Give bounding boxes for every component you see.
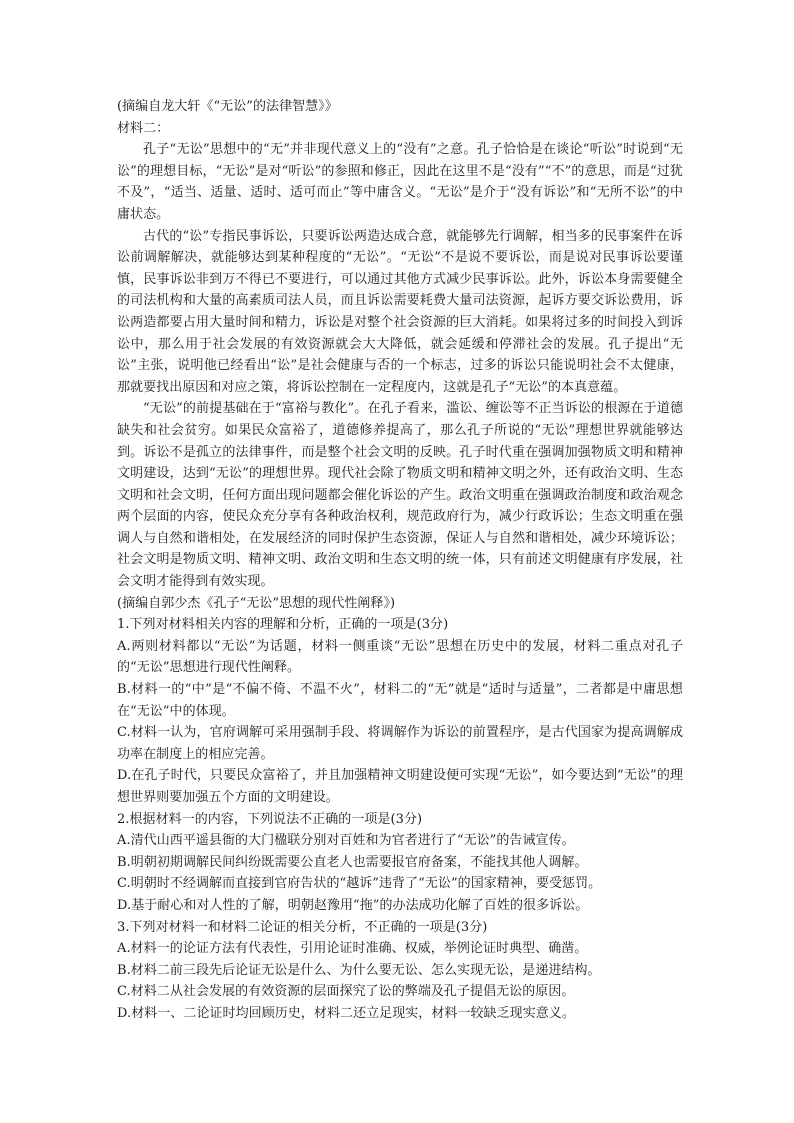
option-c: C.材料一认为，官府调解可采用强制手段、将调解作为诉讼的前置程序，是古代国家为提高调解成功率在制度上的相应完善。 [117, 725, 683, 762]
option-a: A.清代山西平遥县衙的大门楹联分别对百姓和为官者进行了“无讼”的告诫宣传。 [117, 833, 575, 849]
option-b: B.材料一的“中”是“不偏不倚、不温不火”，材料二的“无”就是“适时与适量”，二者都是中庸思想在“无讼”中的体现。 [117, 682, 683, 719]
source-citation-1: (摘编自龙大轩《“无讼”的法律智慧》》 [117, 99, 338, 114]
source-citation-2: (摘编自郭少杰《孔子“无讼”思想的现代性阐释》) [117, 595, 396, 611]
question-2 [117, 809, 683, 917]
option-b: B.材料二前三段先后论证无讼是什么、为什么要无讼、怎么实现无讼，是递进结构。 [117, 962, 601, 978]
material-2-heading: 材料二： [117, 120, 170, 136]
option-d: D.基于耐心和对人性的了解，明朝赵豫用“拖”的办法成功化解了百姓的很多诉讼。 [117, 897, 589, 913]
option-b: B.明朝初期调解民间纠纷既需要公直老人也需要报官府备案，不能找其他人调解。 [117, 854, 588, 870]
paragraph-3: “无讼”的前提基础在于“富裕与教化”。在孔子看来，滥讼、缠讼等不正当诉讼的根源在于道德缺失和社会贫穷。如果民众富裕了，道德修养提高了，那么孔子所说的“无讼”理想世界就能够达到。诉讼不是孤立的法律事件，而是整个社会文明的反映。孔子时代重在强调加强物质文明和精神文明建设，达到“无讼”的理想世界。现代社会除了物质文明和精神文明之外，还有政治文明、生态文明和社会文明，任何方面出现问题都会催化诉讼的产生。政治文明重在强调政治制度和政治观念两个层面的内容，使民众充分享有各种政治权利，规范政府行为，减少行政诉讼；生态文明重在强调人与自然和谐相处，在发展经济的同时保护生态资源，保证人与自然和谐相处，减少环境诉讼；社会文明是物质文明、精神文明、政治文明和生态文明的统一体，只有前述文明健康有序发展，社会文明才能得到有效实现。 [117, 401, 683, 590]
question-1 [117, 614, 683, 808]
option-d: D.在孔子时代，只要民众富裕了，并且加强精神文明建设便可实现“无讼”，如今要达到“无讼”的理想世界则要加强五个方面的文明建设。 [117, 768, 683, 805]
document-page [117, 96, 683, 1025]
question-stem: 1.下列对材料相关内容的理解和分析，正确的一项是(3分) [117, 617, 449, 633]
paragraph-2: 古代的“讼”专指民事诉讼，只要诉讼两造达成合意，就能够先行调解，相当多的民事案件在诉讼前调解解决，就能够达到某种程度的“无讼”。“无讼”不是说不要诉讼，而是说对民事诉讼要谨慎，民事诉讼非到万不得已不要进行，可以通过其他方式减少民事诉讼。此外，诉讼本身需要健全的司法机构和大量的高素质司法人员，而且诉讼需要耗费大量司法资源，起诉方要交诉讼费用，诉讼两造都要占用大量时间和精力，诉讼是对整个社会资源的巨大消耗。如果将过多的时间投入到诉讼中，那么用于社会发展的有效资源就会大大降低，就会延缓和停滞社会的发展。孔子提出“无讼”主张，说明他已经看出“讼”是社会健康与否的一个标志，过多的诉讼只能说明社会不太健康，那就要找出原因和对应之策，将诉讼控制在一定程度内，这就是孔子“无讼”的本真意蕴。 [117, 228, 683, 395]
paragraph-1: 孔子“无讼”思想中的“无”并非现代意义上的“没有”之意。孔子恰恰是在谈论“听讼”时说到“无讼”的理想目标，“无讼”是对“听讼”的参照和修正，因此在这里不是“没有”“不”的意思，而是“过犹不及”，“适当、适量、适时、适可而止”等中庸含义。“无讼”是介于“没有诉讼”和“无所不讼”的中庸状态。 [117, 142, 683, 222]
option-c: C.明朝时不经调解而直接到官府告状的“越诉”违背了“无讼”的国家精神，要受惩罚。 [117, 876, 602, 892]
option-a: A.材料一的论证方法有代表性，引用论证时准确、权威，举例论证时典型、确凿。 [117, 941, 588, 957]
question-3 [117, 917, 683, 1025]
option-c: C.材料二从社会发展的有效资源的层面探究了讼的弊端及孔子提倡无讼的原因。 [117, 984, 575, 1000]
question-stem: 3.下列对材料一和材料二论证的相关分析，不正确的一项是(3分) [117, 919, 488, 935]
option-d: D.材料一、二论证时均回顾历史，材料二还立足现实，材料一较缺乏现实意义。 [117, 1005, 575, 1021]
question-stem: 2.根据材料一的内容，下列说法不正确的一项是(3分) [117, 811, 423, 827]
option-a: A.两则材料都以“无讼”为话题，材料一侧重谈“无讼”思想在历史中的发展，材料二重点对孔子的“无讼”思想进行现代性阐释。 [117, 638, 683, 676]
